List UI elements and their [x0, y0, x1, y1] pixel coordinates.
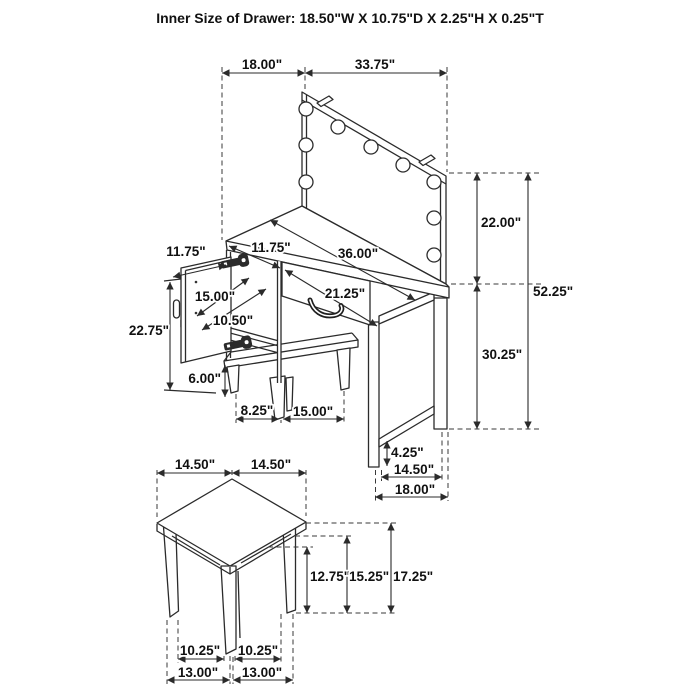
bulb-icon	[299, 175, 313, 189]
dim-label-right-leg-spacing: 14.50"	[393, 462, 435, 477]
bulb-icon	[427, 175, 441, 189]
dim-label-cabinet-interior: 15.00"	[194, 289, 236, 304]
dim-label-stool-seat-bottom: 15.25"	[349, 569, 390, 584]
stool-leg-back	[238, 571, 240, 638]
cabinet-leg	[227, 365, 239, 393]
dim-label-leg-spacing: 8.25"	[240, 403, 274, 418]
dim-label-mirror-height: 22.00"	[481, 215, 522, 230]
cabinet-door	[174, 257, 232, 363]
bulb-icon	[331, 120, 345, 134]
dim-label-stretcher: 4.25"	[391, 445, 424, 460]
bulb-icon	[427, 248, 441, 262]
vanity-right-legs	[369, 292, 448, 467]
bulb-icon	[299, 102, 313, 116]
dim-label-total-height: 52.25"	[533, 284, 574, 299]
stool-leg-left	[164, 527, 179, 617]
bulb-icon	[364, 140, 378, 154]
dim-label-stool-top-depth: 14.50"	[250, 457, 292, 472]
mirror-mount-tab	[419, 155, 435, 166]
cabinet-leg	[337, 348, 350, 390]
door-handle	[174, 300, 180, 318]
dim-label-knee-space: 15.00"	[292, 404, 334, 419]
dim-label-right-base-depth: 18.00"	[394, 482, 436, 497]
bulb-icon	[396, 158, 410, 172]
dim-label-table-height: 30.25"	[482, 347, 523, 362]
side-stretcher	[379, 406, 434, 447]
bulb-icon	[427, 211, 441, 225]
dim-label-cabinet-height: 22.75"	[128, 323, 169, 338]
front-right-leg	[369, 322, 380, 467]
dim-label-stool-inner-1: 10.25"	[179, 643, 221, 658]
dim-label-shelf-depth: 10.50"	[212, 313, 254, 328]
back-right-leg	[434, 298, 447, 429]
side-apron	[379, 292, 434, 324]
dim-label-stool-apron-height: 12.75"	[310, 569, 351, 584]
dim-label-drawer-width: 21.25"	[324, 286, 366, 301]
dim-label-cabinet-leg-height: 6.00"	[188, 371, 221, 386]
dim-label-stool-inner-2: 10.25"	[237, 643, 279, 658]
bulb-icon	[299, 138, 313, 152]
dim-label-stool-outer-2: 13.00"	[241, 665, 283, 680]
dim-label-door-width: 11.75"	[166, 244, 206, 259]
dim-label-tabletop-width: 36.00"	[337, 246, 379, 261]
dim-label-width-left: 18.00"	[241, 57, 283, 72]
dim-label-left-section: 11.75"	[251, 240, 291, 255]
dim-label-mirror-width: 33.75"	[354, 57, 396, 72]
stool	[157, 479, 306, 654]
dim-label-stool-height: 17.25"	[393, 569, 434, 584]
dim-label-stool-top-width: 14.50"	[174, 457, 216, 472]
drawing-title: Inner Size of Drawer: 18.50"W X 10.75"D X 2.25"H X 0.25"T	[156, 10, 544, 26]
stool-leg-front	[221, 566, 236, 654]
dim-label-stool-outer-1: 13.00"	[177, 665, 219, 680]
